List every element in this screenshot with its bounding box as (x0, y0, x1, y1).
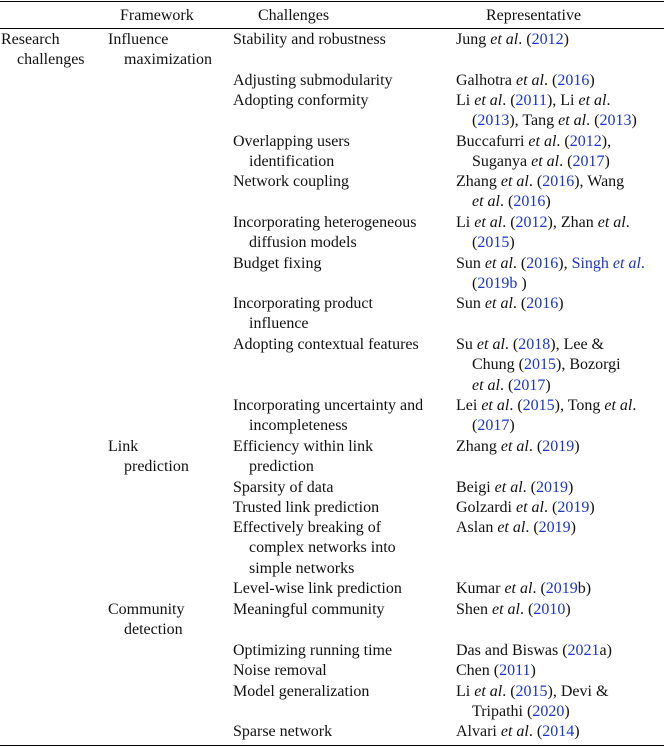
citation-text: et al (497, 519, 526, 536)
citation-text: . ( (556, 133, 570, 150)
citation-link[interactable]: 2012 (531, 31, 564, 48)
challenge-line: Incorporating product (233, 295, 373, 312)
citation-link[interactable]: 2015 (522, 397, 555, 414)
citation-text: . ( (500, 376, 514, 394)
citation-link[interactable]: 2018 (518, 336, 551, 353)
challenge-line: Adjusting submodularity (233, 72, 393, 89)
citation-text: Das and Biswas ( (456, 642, 568, 659)
representative-cell (456, 396, 663, 437)
citation-text: Suganya (472, 153, 532, 171)
citation-link[interactable]: 2020 (532, 703, 565, 721)
citation-text: ) (589, 499, 595, 516)
citation-text: et al (578, 92, 607, 109)
representative-cell (456, 30, 663, 50)
representative-cell (456, 661, 663, 681)
citation-text: Buccafurri (456, 133, 529, 150)
citation-text: Li (456, 92, 475, 109)
challenge-cell (233, 213, 448, 254)
citation-text: ) (530, 662, 536, 679)
citation-link[interactable]: 2014 (542, 723, 575, 740)
citation-text: et al (597, 214, 626, 231)
challenge-line: Incorporating uncertainty and (233, 397, 424, 414)
citation-text: ) (509, 234, 515, 252)
citation-text: et al (515, 72, 544, 89)
citation-text: . ( (532, 580, 546, 597)
challenge-line: Trusted link prediction (233, 499, 380, 516)
citation-text: . ( (522, 479, 536, 496)
challenge-line: Noise removal (233, 662, 327, 679)
citation-text: Chen ( (456, 662, 500, 679)
representative-cell (456, 335, 663, 396)
challenge-cell (233, 172, 448, 192)
citation-text: et al (558, 112, 587, 130)
citation-text: ( (472, 275, 478, 293)
challenge-line: prediction (249, 458, 314, 476)
citation-link[interactable]: et al (612, 255, 641, 272)
challenge-cell (233, 71, 448, 91)
citation-text: ( (472, 234, 478, 252)
citation-text: et al (472, 193, 500, 211)
citation-text: ) (517, 275, 527, 293)
citation-text: ), Lee & (550, 336, 604, 353)
challenge-line: Incorporating heterogeneous (233, 214, 417, 231)
citation-link[interactable]: 2019 (536, 479, 568, 496)
citation-link[interactable]: 2012 (515, 214, 548, 231)
citation-link[interactable]: 2016 (513, 193, 546, 211)
table-bottom-rule (0, 745, 664, 746)
citation-text: . ( (509, 397, 523, 414)
challenge-cell (233, 335, 448, 355)
citation-text: Aslan (456, 519, 498, 536)
representative-line (456, 498, 663, 518)
representative-cell (456, 518, 663, 538)
representative-cell (456, 600, 663, 620)
challenge-cell (233, 722, 448, 742)
representative-line (456, 30, 663, 50)
citation-link[interactable]: 2019 (477, 275, 510, 293)
representative-cell (456, 498, 663, 518)
citation-link[interactable]: 2017 (477, 417, 510, 435)
challenge-line: simple networks (249, 559, 355, 577)
challenge-line: diffusion models (249, 234, 357, 252)
citation-text: et al (474, 214, 503, 231)
citation-text: Sun (456, 295, 485, 312)
citation-text: Golzardi (456, 499, 516, 516)
citation-text: et al (528, 133, 557, 150)
framework-line: Link (108, 438, 139, 455)
representative-cell (456, 579, 663, 599)
citation-link[interactable]: 2011 (515, 92, 547, 109)
representative-line (456, 132, 663, 152)
citation-text: ) (545, 376, 551, 394)
citation-link[interactable]: 2012 (569, 133, 602, 150)
citation-text: Jung (456, 31, 491, 48)
representative-line (456, 518, 663, 538)
representative-line (456, 702, 663, 722)
challenge-cell (233, 498, 448, 518)
challenge-cell (233, 30, 448, 50)
citation-text: ) (568, 479, 574, 496)
challenge-line: Optimizing running time (233, 642, 393, 659)
citation-text: . ( (528, 723, 543, 740)
representative-line (456, 335, 663, 355)
citation-link[interactable]: 2016 (526, 295, 559, 312)
representative-cell (456, 641, 663, 661)
representative-line (456, 152, 663, 172)
citation-link[interactable]: 2019 (557, 499, 590, 516)
citation-text: et al (492, 601, 520, 618)
citation-link[interactable]: 2016 (526, 255, 559, 272)
representative-cell (456, 213, 663, 254)
citation-link[interactable]: 2013 (599, 112, 632, 130)
framework-line: Community (108, 601, 185, 618)
citation-text: . ( (502, 683, 516, 700)
framework-line: Influence (108, 31, 169, 48)
citation-text: . ( (559, 153, 573, 171)
citation-link[interactable]: 2019 (538, 519, 571, 536)
citation-text: et al (474, 683, 503, 700)
citation-text: Li (456, 214, 475, 231)
citation-link[interactable]: 2021 (567, 642, 600, 659)
representative-cell (456, 91, 663, 132)
challenge-line: Meaningful community (233, 601, 385, 618)
citation-link[interactable]: 2010 (533, 601, 566, 618)
challenge-cell (233, 132, 448, 173)
representative-line (456, 579, 663, 599)
citation-text: . ( (525, 519, 539, 536)
header-framework: Framework (120, 7, 194, 24)
citation-text: ), Bozorgi (556, 356, 621, 374)
representative-line (456, 71, 663, 91)
citation-text: Sun (456, 255, 485, 272)
citation-text: Lei (456, 397, 482, 414)
representative-cell (456, 478, 663, 498)
citation-link[interactable]: 2015 (515, 683, 548, 700)
representative-line (456, 254, 663, 274)
challenge-cell (233, 254, 448, 274)
challenge-line: influence (249, 315, 309, 333)
challenge-cell (233, 641, 448, 661)
challenge-cell (233, 396, 448, 437)
representative-line (456, 437, 663, 457)
citation-text: et al (490, 31, 519, 48)
citation-link[interactable]: 2016 (542, 173, 575, 190)
citation-link[interactable]: 2017 (513, 376, 546, 394)
citation-text: b) (577, 580, 592, 597)
challenge-line: complex networks into (249, 539, 396, 557)
representative-line (456, 274, 663, 294)
challenge-line: Sparsity of data (233, 479, 334, 496)
citation-text: Kumar (456, 580, 505, 597)
representative-line (456, 396, 663, 416)
citation-link[interactable]: 2017 (572, 153, 605, 171)
citation-text: Li (456, 683, 475, 700)
citation-text: . ( (500, 193, 514, 211)
representative-line (456, 213, 663, 233)
citation-text: ) (574, 438, 580, 455)
citation-text: ) (570, 519, 576, 536)
citation-text: et al (500, 723, 529, 740)
challenge-cell (233, 478, 448, 498)
challenge-line: Stability and robustness (233, 31, 386, 48)
citation-text: . ( (543, 72, 558, 89)
citation-text: ), Zhan (547, 214, 598, 231)
citation-text: et al (472, 376, 500, 394)
citation-text: Zhang (456, 438, 501, 455)
representative-line (456, 91, 663, 111)
header-representative: Representative (486, 7, 582, 24)
challenge-line: Efficiency within link (233, 438, 374, 455)
representative-cell (456, 254, 663, 295)
citation-text: ) (565, 601, 571, 618)
table-header-rule (0, 28, 664, 29)
citation-link[interactable]: 2015 (477, 234, 510, 252)
citation-text: ) (564, 703, 570, 721)
representative-line (456, 233, 663, 253)
representative-line (456, 376, 663, 396)
citation-text: . ( (528, 173, 543, 190)
citation-text: et al (484, 255, 513, 272)
framework-cell (108, 600, 226, 641)
citation-text: ), Tang (509, 112, 559, 130)
representative-line (456, 416, 663, 436)
citation-text: et al (504, 580, 533, 597)
category-line: Research (1, 31, 60, 48)
citation-text: ) (509, 417, 515, 435)
challenge-line: Level-wise link prediction (233, 580, 402, 597)
citation-text: et al (500, 438, 529, 455)
citation-link[interactable]: b (509, 275, 518, 293)
framework-line: prediction (124, 458, 189, 476)
citation-text: a) (599, 642, 612, 659)
citation-text: ( (472, 112, 478, 130)
representative-line (456, 478, 663, 498)
representative-line (456, 722, 663, 742)
citation-text: et al (494, 479, 523, 496)
representative-cell (456, 294, 663, 314)
category-cell (1, 30, 101, 71)
table-top-rule (0, 1, 664, 2)
representative-line (456, 192, 663, 212)
challenge-cell (233, 579, 448, 599)
challenge-cell (233, 518, 448, 579)
citation-text: Beigi (456, 479, 495, 496)
representative-cell (456, 172, 663, 213)
framework-line: maximization (124, 51, 212, 69)
challenge-line: Adopting contextual features (233, 336, 419, 353)
citation-text: ( (472, 417, 478, 435)
citation-text: . ( (502, 214, 516, 231)
citation-text: ) (631, 112, 637, 130)
citation-text: Chung ( (472, 356, 524, 374)
citation-link[interactable]: 2016 (557, 72, 590, 89)
header-challenges: Challenges (258, 7, 330, 24)
representative-line (456, 600, 663, 620)
citation-text: Zhang (456, 173, 501, 190)
citation-text: et al (500, 173, 529, 190)
citation-link[interactable]: 2019 (545, 580, 578, 597)
citation-text: . ( (512, 255, 527, 272)
citation-text: . ( (528, 438, 543, 455)
citation-text: ) (589, 72, 595, 89)
challenge-line: identification (249, 153, 335, 171)
representative-line (456, 661, 663, 681)
citation-text: . (632, 397, 637, 414)
citation-text: ), Wang (574, 173, 625, 190)
framework-cell (108, 30, 226, 71)
citation-text: . ( (502, 92, 516, 109)
citation-text: . ( (512, 295, 527, 312)
representative-line (456, 172, 663, 192)
citation-link[interactable]: 2015 (524, 356, 556, 374)
citation-text: et al (484, 295, 513, 312)
citation-text: . ( (586, 112, 600, 130)
citation-text: ), Li (546, 92, 579, 109)
citation-text: . ( (543, 499, 558, 516)
challenge-line: Model generalization (233, 683, 370, 700)
challenge-cell (233, 600, 448, 620)
challenge-line: Budget fixing (233, 255, 322, 272)
citation-text: ), (601, 133, 612, 150)
challenge-line: Network coupling (233, 173, 349, 190)
citation-text: ) (563, 31, 569, 48)
challenge-line: Overlapping users (233, 133, 350, 150)
framework-cell (108, 437, 226, 478)
representative-line (456, 682, 663, 702)
representative-line (456, 111, 663, 131)
citation-text: ) (604, 153, 610, 171)
challenge-line: Sparse network (233, 723, 333, 740)
citation-text: ), Devi & (547, 683, 609, 700)
representative-cell (456, 71, 663, 91)
representative-line (456, 355, 663, 375)
citation-text: . ( (504, 336, 519, 353)
challenge-cell (233, 682, 448, 702)
citation-text: Shen (456, 601, 492, 618)
citation-text: . ( (518, 31, 532, 48)
challenge-line: Effectively breaking of (233, 519, 382, 536)
citation-text: . (606, 92, 611, 109)
challenge-line: Adopting conformity (233, 92, 369, 109)
citation-text: et al (531, 153, 560, 171)
category-line: challenges (17, 51, 85, 69)
citation-text: et al (481, 397, 510, 414)
citation-text: et al (476, 336, 505, 353)
framework-line: detection (124, 621, 183, 639)
representative-cell (456, 682, 663, 723)
citation-link[interactable]: 2011 (499, 662, 531, 679)
citation-text: ), (558, 255, 572, 272)
citation-text: Tripathi ( (472, 703, 533, 721)
challenge-cell (233, 661, 448, 681)
challenge-cell (233, 294, 448, 335)
citation-text: Alvari (456, 723, 501, 740)
citation-text: Galhotra (456, 72, 516, 89)
representative-line (456, 641, 663, 661)
representative-line (456, 294, 663, 314)
challenge-line: incompleteness (249, 417, 348, 435)
citation-text: . ( (520, 601, 534, 618)
citation-text: ), Tong (554, 397, 605, 414)
citation-text: ) (558, 295, 564, 312)
citation-text: et al (604, 397, 633, 414)
citation-text: et al (515, 499, 544, 516)
representative-cell (456, 722, 663, 742)
citation-link[interactable]: . (640, 255, 645, 272)
citation-link[interactable]: Singh (571, 255, 613, 272)
citation-text: . (625, 214, 630, 231)
citation-link[interactable]: 2013 (477, 112, 510, 130)
citation-text: ) (574, 723, 580, 740)
challenge-cell (233, 437, 448, 478)
citation-text: ) (545, 193, 551, 211)
representative-cell (456, 132, 663, 173)
challenge-cell (233, 91, 448, 111)
citation-link[interactable]: 2019 (542, 438, 575, 455)
citation-text: Su (456, 336, 477, 353)
representative-cell (456, 437, 663, 457)
citation-text: et al (474, 92, 503, 109)
